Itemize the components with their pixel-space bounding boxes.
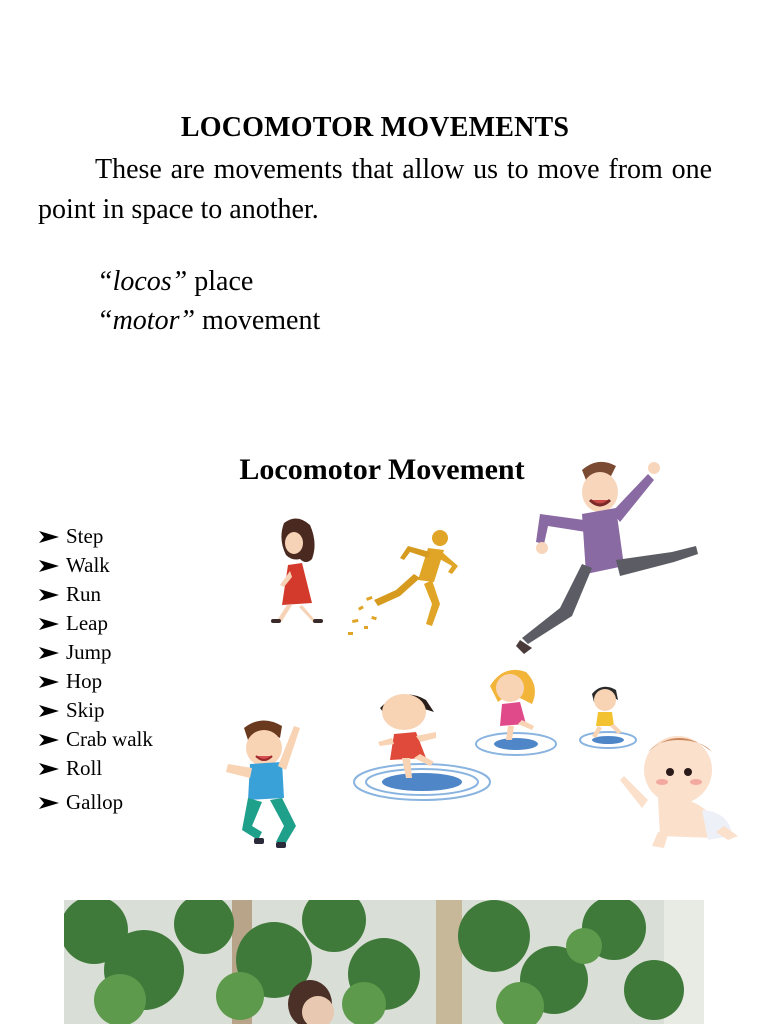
outdoor-photo — [64, 900, 704, 1024]
arrow-bullet-icon — [38, 733, 60, 747]
definition-term: “locos” — [97, 266, 188, 297]
arrow-bullet-icon — [38, 588, 60, 602]
section-title: Locomotor Movement — [239, 453, 525, 486]
arrow-bullet-icon — [38, 559, 60, 573]
movement-label: Crab walk — [66, 727, 153, 751]
list-item — [38, 667, 153, 696]
definition-term: “motor” — [97, 305, 196, 336]
arrow-bullet-icon — [38, 646, 60, 660]
leaping-man-illustration — [512, 456, 708, 656]
list-item — [38, 551, 153, 580]
arrow-bullet-icon — [38, 796, 60, 810]
arrow-bullet-icon — [38, 617, 60, 631]
definition-meaning: movement — [195, 305, 321, 336]
intro-paragraph: These are movements that allow us to move from one point in space to another. — [38, 154, 712, 225]
movement-label: Leap — [66, 611, 108, 635]
movement-label: Gallop — [66, 790, 124, 814]
arrow-bullet-icon — [38, 675, 60, 689]
garden-photo-graphic — [64, 900, 704, 1024]
crawling-baby-illustration — [618, 728, 744, 854]
list-item — [38, 696, 153, 725]
list-item — [38, 788, 153, 817]
skipping-girl-illustration — [474, 664, 558, 762]
arrow-bullet-icon — [38, 530, 60, 544]
list-item — [38, 609, 153, 638]
movement-label: Hop — [66, 669, 103, 693]
arrow-bullet-icon — [38, 762, 60, 776]
movement-list — [38, 522, 153, 817]
golden-runner-illustration — [344, 528, 469, 640]
movement-label: Roll — [66, 756, 103, 780]
movement-label: Jump — [66, 640, 112, 664]
movement-label: Step — [66, 524, 104, 548]
list-item — [38, 754, 153, 783]
definition-locos — [97, 266, 253, 298]
arrow-bullet-icon — [38, 704, 60, 718]
list-item — [38, 580, 153, 609]
list-item — [38, 522, 153, 551]
movement-label: Walk — [66, 553, 110, 577]
definition-motor — [97, 305, 320, 337]
jumping-boy-illustration — [218, 708, 313, 854]
list-item — [38, 725, 153, 754]
definition-meaning: place — [187, 266, 254, 297]
list-item — [38, 638, 153, 667]
walking-girl-illustration — [262, 515, 332, 630]
page-heading: LOCOMOTOR MOVEMENTS — [180, 112, 570, 143]
movement-label: Skip — [66, 698, 105, 722]
movement-label: Run — [66, 582, 102, 606]
